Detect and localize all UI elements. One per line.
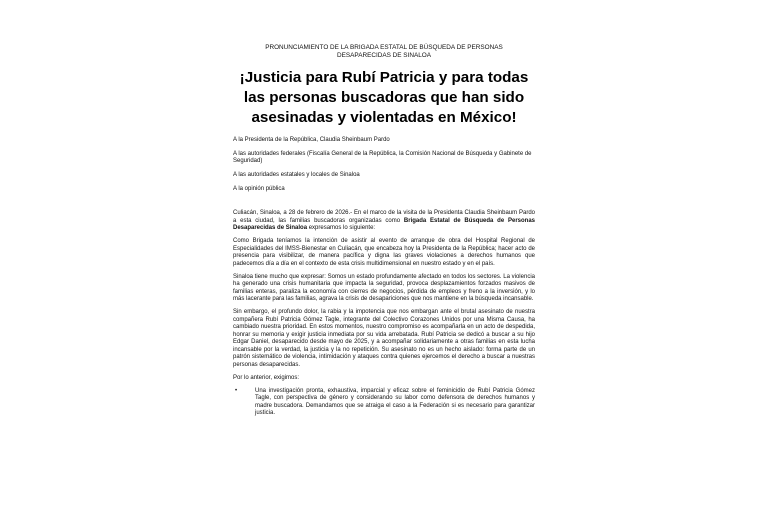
intro-text: Culiacán, Sinaloa, a 28 de febrero de 2026.- En el marco de la visita de la Presidenta Claudia Sheinbaum Pardo a esta ciudad, las familias buscadoras organizadas como	[233, 210, 535, 224]
title-line-1: ¡Justicia para Rubí Patricia y para todas	[239, 69, 529, 87]
intro-bold-org: Brigada Estatal de Búsqueda de Personas Desaparecidas de Sinaloa	[233, 217, 535, 232]
title-line-2: las personas buscadoras que han sido	[243, 89, 525, 106]
document-title	[233, 68, 535, 127]
demand-text: Una investigación pronta, exhaustiva, imparcial y eficaz sobre el feminicidio de Rubí Patricia Gómez Tagle, con perspectiva de género y considerando su labor como defensora de derechos humanos y madre buscadora. Demandamos que se atraiga el caso a la Federación si es necesario para garantizar justicia.	[255, 387, 535, 417]
spacer	[233, 199, 535, 210]
addressee-state: A las autoridades estatales y locales de Sinaloa	[233, 171, 360, 178]
header-line-2: DESAPARECIDAS DE SINALOA	[337, 52, 431, 60]
paragraph-sinaloa: Sinaloa tiene mucho que expresar: Somos un estado profundamente afectado en todos los sectores. La violencia ha generado una crisis humanitaria que impacta la seguridad, provoca desplazamientos forzados masivos de familias enteras, paraliza la economía con cierres de negocios, pérdida de empleos y freno a la inversión, y lo más lacerante para las familias, agrava la crisis de desapariciones que nos mantiene en la búsqueda incansable.	[233, 273, 535, 303]
paragraph-demands-intro: Por lo anterior, exigimos:	[233, 374, 300, 381]
paragraph-rubi: Sin embargo, el profundo dolor, la rabia y la impotencia que nos embargan ante el brutal asesinato de nuestra compañera Rubí Patricia Gómez Tagle, integrante del Colectivo Corazones Unidos por una Misma Causa, ha cambiado nuestra prioridad. En estos momentos, nuestro compromiso es acompañarla en un acto de despedida, honrar su memoria y exigir justicia inmediata por su vida arrebatada. Rubí Patricia se dedicó a buscar a su hijo Edgar Daniel, desaparecido desde mayo de 2025, y a acompañar solidariamente a otras familias en esta lucha incansable por la verdad, la justicia y la no repetición. Su asesinato no es un hecho aislado: forma parte de un patrón sistemático de violencia, intimidación y ataques contra quienes ejercemos el derecho a buscar a nuestras personas desaparecidas.	[233, 309, 535, 368]
document-body	[233, 44, 535, 418]
intro-paragraph	[233, 210, 535, 233]
bullet-marker: •	[235, 387, 238, 394]
intro-text-end: expresamos lo siguiente:	[307, 225, 376, 232]
document-header	[233, 44, 535, 60]
demand-list-item	[233, 388, 535, 418]
title-line-3: asesinadas y violentadas en México!	[251, 108, 517, 126]
addressee-federal: A las autoridades federales (Fiscalía General de la República, la Comisión Nacional de Búsqueda y Gabinete de Seguridad)	[233, 150, 532, 165]
addressee-president: A la Presidenta de la República, Claudia Sheinbaum Pardo	[233, 137, 390, 144]
paragraph-brigade: Como Brigada teníamos la intención de asistir al evento de arranque de obra del Hospital Regional de Especialidades del IMSS-Bienestar en Culiacán, que encabeza hoy la Presidenta de la República; hacer acto de presencia para visibilizar, de manera pacífica y digna las graves violaciones a derechos humanos que padecemos día a día en el contexto de esta crisis multidimensional en nuestro estado y en el país.	[233, 238, 535, 267]
header-line-1: PRONUNCIAMIENTO DE LA BRIGADA ESTATAL DE BÚSQUEDA DE PERSONAS	[265, 44, 503, 51]
addressee-public: A la opinión pública	[233, 185, 285, 192]
